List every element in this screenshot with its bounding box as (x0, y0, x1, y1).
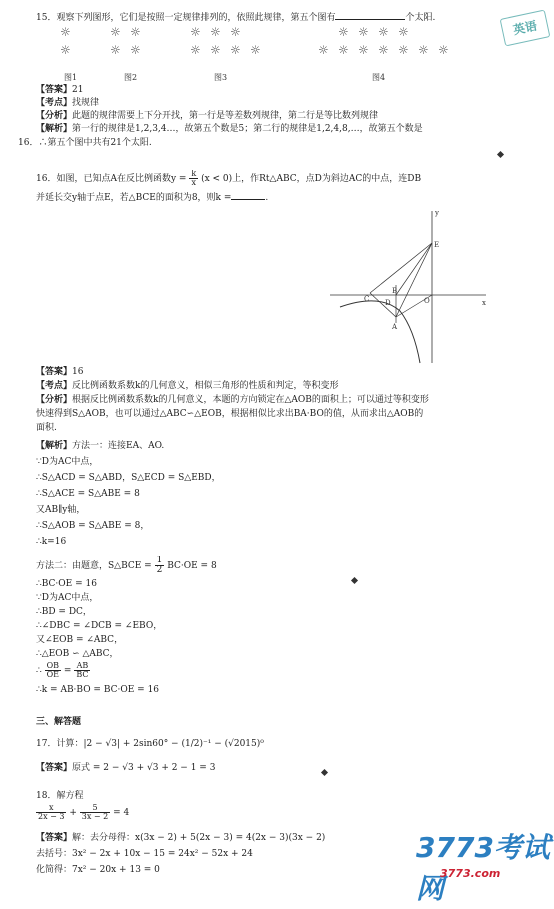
fraction: $\frac{5}{3x - 2}$ (81, 804, 109, 821)
jiexi-step: ∴BC·OE = 16 (36, 579, 97, 589)
sun-icon: ☼ (358, 43, 369, 57)
sun-icon: ☼ (378, 25, 389, 39)
jiexi-step-ratio: ∴ $\frac{OB}{OE}$ = $\frac{AB}{BC}$ (36, 662, 89, 679)
sun-icon: ☼ (398, 43, 409, 57)
jiexi-step: 又∠EOB = ∠ABC， (36, 635, 124, 645)
fraction: $\frac{x}{2x - 3}$ (38, 804, 65, 821)
fig-label: 图2 (124, 73, 138, 82)
q16-coordinate-figure (330, 205, 490, 365)
sun-icon: ☼ (110, 43, 121, 57)
jiexi-step: ∵D为AC中点， (36, 457, 99, 467)
sun-icon: ☼ (110, 25, 121, 39)
sun-icon: ☼ (210, 43, 221, 57)
jiexi-step: ∴BD = DC， (36, 607, 92, 617)
q18-step: 化简得：7x² − 20x + 13 = 0 (36, 865, 160, 875)
label-a: A (392, 323, 398, 331)
fraction: $\frac{AB}{BC}$ (76, 662, 89, 679)
jiexi-step: 又AB∥y轴， (36, 505, 86, 515)
fraction: $\frac{1}{2}$ (156, 556, 163, 575)
sun-icon: ☼ (338, 25, 349, 39)
sun-icon: ☼ (230, 43, 241, 57)
q15-answer: 【答案】21 (36, 85, 84, 95)
fraction: $\frac{OB}{OE}$ (46, 662, 60, 679)
label-e: E (434, 241, 440, 249)
jiexi-step: ∴∠DBC = ∠DCB = ∠EBO， (36, 621, 163, 631)
sun-icon: ☼ (438, 43, 449, 57)
sun-icon: ☼ (398, 25, 409, 39)
sun-icon: ☼ (130, 43, 141, 57)
sun-icon: ☼ (418, 43, 429, 57)
jiexi-step-method2: 方法二：由题意，S△BCE = $\frac{1}{2}$ BC·OE = 8 (36, 556, 217, 575)
q15-fenxi: 【分析】此题的规律需要上下分开找，第一行是等差数列规律，第二行是等比数列规律 (36, 111, 379, 121)
sun-icon: ☼ (60, 43, 71, 57)
q16-fenxi: 【分析】根据反比例函数系数k的几何意义，本题的方向锁定在△AOB的面积上；可以通过等积变形 (36, 395, 429, 405)
jiexi-step: ∴△EOB ∽ △ABC， (36, 649, 119, 659)
sun-icon: ☼ (190, 43, 201, 57)
jiexi-step: ∴S△ACE = S△ABE = 8 (36, 489, 140, 499)
fig-label: 图1 (64, 73, 78, 82)
q15-question: 15．观察下列图形，它们是按照一定规律排列的，依照此规律，第五个图有 个太阳. (36, 13, 436, 23)
section-heading: 三、解答题 (36, 717, 82, 727)
q16-jiexi: 【解析】方法一：连接EA、AO. (36, 441, 165, 451)
sun-icon: ☼ (230, 25, 241, 39)
jiexi-step: ∴k = AB·BO = BC·OE = 16 (36, 685, 160, 695)
q16-fenxi-line2: 快速得到S△AOB，也可以通过△ABC∽△EOB，根据相似比求出BA·BO的值，从而求出△AOB的 (36, 409, 424, 419)
sun-icon: ☼ (130, 25, 141, 39)
label-o: O (424, 297, 430, 305)
q15-kaodian: 【考点】找规律 (36, 98, 100, 108)
label-d: D (385, 299, 391, 307)
sun-icon: ☼ (190, 25, 201, 39)
watermark-site: 3773.com (440, 867, 501, 880)
q15-jiexi: 【解析】第一行的规律是1,2,3,4…，故第五个数是5；第二行的规律是1,2,4,8,…，故第五个数是 (36, 124, 423, 134)
segment-ce (370, 243, 432, 293)
fraction: $\frac{k}{x}$ (191, 170, 197, 187)
smudge-mark (497, 151, 504, 158)
q15-jiexi-cont: 16．∴第五个图中共有21个太阳. (18, 138, 152, 148)
sun-icon: ☼ (250, 43, 261, 57)
q18-equation: $\frac{x}{2x - 3}$ + $\frac{5}{3x - 2}$ = 4 (38, 804, 130, 821)
jiexi-step: ∵D为AC中点， (36, 593, 99, 603)
q18-answer: 【答案】解：去分母得：x(3x − 2) + 5(2x − 3) = 4(2x − 3)(3x − 2) (36, 833, 326, 843)
fig-label: 图4 (372, 73, 386, 82)
jiexi-step: ∴k=16 (36, 537, 67, 547)
q16-answer: 【答案】16 (36, 367, 84, 377)
q18-title: 18．解方程 (36, 791, 84, 801)
q16-kaodian: 【考点】反比例函数系数k的几何意义，相似三角形的性质和判定，等积变形 (36, 381, 339, 391)
sun-icon: ☼ (60, 25, 71, 39)
jiexi-step: ∴S△ACD = S△ABD，S△ECD = S△EBD， (36, 473, 221, 483)
watermark-brand: 3773考试网 (416, 831, 550, 905)
segment-be (396, 243, 432, 295)
q16-fenxi-line3: 面积. (36, 423, 57, 433)
sun-icon: ☼ (338, 43, 349, 57)
q15-sun-figures (60, 24, 460, 74)
fig-label: 图3 (214, 73, 228, 82)
label-y: y (435, 209, 439, 217)
sun-icon: ☼ (318, 43, 329, 57)
label-x: x (482, 299, 486, 307)
q17-question: 17．计算：|2 − √3| + 2sin60° − (1/2)⁻¹ − (√2015)⁰ (36, 739, 264, 749)
q18-step: 去括号：3x² − 2x + 10x − 15 = 24x² − 52x + 24 (36, 849, 253, 859)
label-b: B (392, 287, 398, 295)
jiexi-step: ∴S△AOB = S△ABE = 8， (36, 521, 150, 531)
sun-icon: ☼ (210, 25, 221, 39)
sun-icon: ☼ (378, 43, 389, 57)
corner-stamp: 英语 (500, 10, 551, 47)
label-c: C (364, 295, 370, 303)
q17-answer: 【答案】原式 = 2 − √3 + √3 + 2 − 1 = 3 (36, 763, 216, 773)
q16-question-line2: 并延长交y轴于点E，若△BCE的面积为8，则k = . (36, 193, 269, 203)
sun-icon: ☼ (358, 25, 369, 39)
q16-question-line1: 16．如图，已知点A在反比例函数y = $\frac{k}{x}$ (x < 0)上，作Rt△ABC，点D为斜边AC的中点，连DB (36, 170, 422, 187)
hyperbola-curve (340, 301, 420, 363)
